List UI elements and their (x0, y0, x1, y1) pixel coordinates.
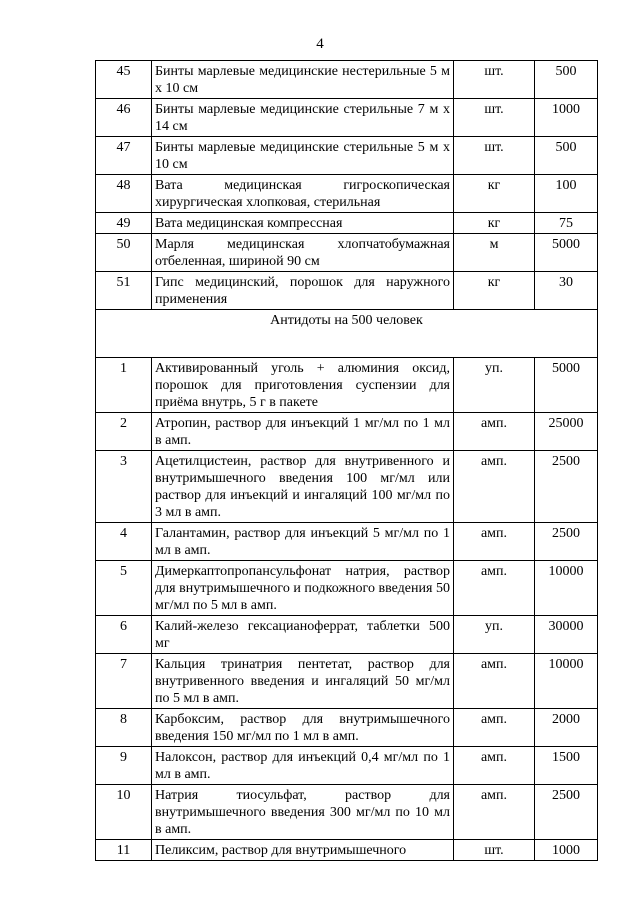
item-quantity: 30 (535, 272, 598, 310)
item-name: Вата медицинская гигроскопическая хирургическая хлопковая, стерильная (152, 175, 454, 213)
item-unit: амп. (454, 413, 535, 451)
item-name: Карбоксим, раствор для внутримышечного введения 150 мг/мл по 1 мл в амп. (152, 709, 454, 747)
item-unit: кг (454, 175, 535, 213)
table-row (96, 413, 598, 451)
item-name: Атропин, раствор для инъекций 1 мг/мл по 1 мл в амп. (152, 413, 454, 451)
item-name: Ацетилцистеин, раствор для внутривенного и внутримышечного введения 100 мг/мл или раствор для инъекций и ингаляций 100 мг/мл по 3 мл в амп. (152, 451, 454, 523)
item-name: Кальция тринатрия пентетат, раствор для внутривенного введения и ингаляций 50 мг/мл по 5 мл в амп. (152, 654, 454, 709)
item-quantity: 75 (535, 213, 598, 234)
item-name: Бинты марлевые медицинские нестерильные 5 м х 10 см (152, 61, 454, 99)
row-number: 51 (96, 272, 152, 310)
supplies-table (95, 60, 598, 861)
section-title: Антидоты на 500 человек (96, 310, 598, 358)
row-number: 45 (96, 61, 152, 99)
item-unit: амп. (454, 451, 535, 523)
row-number: 46 (96, 99, 152, 137)
item-quantity: 2500 (535, 785, 598, 840)
row-number: 3 (96, 451, 152, 523)
item-unit: шт. (454, 840, 535, 861)
row-number: 50 (96, 234, 152, 272)
row-number: 1 (96, 358, 152, 413)
table-row (96, 137, 598, 175)
item-unit: амп. (454, 523, 535, 561)
row-number: 7 (96, 654, 152, 709)
row-number: 11 (96, 840, 152, 861)
item-unit: шт. (454, 137, 535, 175)
item-name: Налоксон, раствор для инъекций 0,4 мг/мл по 1 мл в амп. (152, 747, 454, 785)
table-row (96, 213, 598, 234)
item-unit: шт. (454, 99, 535, 137)
table-row (96, 234, 598, 272)
table-row (96, 616, 598, 654)
row-number: 4 (96, 523, 152, 561)
item-quantity: 2000 (535, 709, 598, 747)
table-row (96, 358, 598, 413)
row-number: 2 (96, 413, 152, 451)
table-row (96, 99, 598, 137)
item-name: Активированный уголь + алюминия оксид, порошок для приготовления суспензии для приёма внутрь, 5 г в пакете (152, 358, 454, 413)
item-unit: кг (454, 272, 535, 310)
item-quantity: 5000 (535, 358, 598, 413)
row-number: 5 (96, 561, 152, 616)
item-unit: шт. (454, 61, 535, 99)
item-quantity: 100 (535, 175, 598, 213)
item-name: Гипс медицинский, порошок для наружного применения (152, 272, 454, 310)
table-row (96, 840, 598, 861)
item-name: Пеликсим, раствор для внутримышечного (152, 840, 454, 861)
row-number: 49 (96, 213, 152, 234)
row-number: 10 (96, 785, 152, 840)
item-name: Бинты марлевые медицинские стерильные 7 м х 14 см (152, 99, 454, 137)
item-unit: кг (454, 213, 535, 234)
item-name: Марля медицинская хлопчатобумажная отбеленная, шириной 90 см (152, 234, 454, 272)
item-name: Калий-железо гексацианоферрат, таблетки 500 мг (152, 616, 454, 654)
table-row (96, 785, 598, 840)
row-number: 47 (96, 137, 152, 175)
item-name: Галантамин, раствор для инъекций 5 мг/мл по 1 мл в амп. (152, 523, 454, 561)
item-unit: амп. (454, 785, 535, 840)
item-quantity: 500 (535, 137, 598, 175)
table-row (96, 747, 598, 785)
table-row (96, 61, 598, 99)
table-body-top (96, 61, 598, 310)
table-row (96, 451, 598, 523)
row-number: 9 (96, 747, 152, 785)
item-name: Бинты марлевые медицинские стерильные 5 м х 10 см (152, 137, 454, 175)
page-number: 4 (316, 36, 324, 52)
item-quantity: 2500 (535, 451, 598, 523)
item-unit: амп. (454, 561, 535, 616)
item-name: Вата медицинская компрессная (152, 213, 454, 234)
row-number: 8 (96, 709, 152, 747)
item-unit: амп. (454, 747, 535, 785)
table-body-section (96, 310, 598, 358)
item-name: Натрия тиосульфат, раствор для внутримышечного введения 300 мг/мл по 10 мл в амп. (152, 785, 454, 840)
item-name: Димеркаптопропансульфонат натрия, раствор для внутримышечного и подкожного введения 50 мг/мл по 5 мл в амп. (152, 561, 454, 616)
item-quantity: 10000 (535, 654, 598, 709)
item-quantity: 500 (535, 61, 598, 99)
row-number: 6 (96, 616, 152, 654)
item-quantity: 10000 (535, 561, 598, 616)
table-row (96, 654, 598, 709)
item-quantity: 30000 (535, 616, 598, 654)
table-row (96, 523, 598, 561)
item-unit: уп. (454, 616, 535, 654)
table-body-antidotes (96, 358, 598, 861)
table-row (96, 561, 598, 616)
item-quantity: 1500 (535, 747, 598, 785)
table-row (96, 709, 598, 747)
item-unit: м (454, 234, 535, 272)
item-unit: уп. (454, 358, 535, 413)
item-quantity: 25000 (535, 413, 598, 451)
item-quantity: 5000 (535, 234, 598, 272)
table-row (96, 175, 598, 213)
item-unit: амп. (454, 654, 535, 709)
table-row (96, 272, 598, 310)
item-unit: амп. (454, 709, 535, 747)
item-quantity: 2500 (535, 523, 598, 561)
section-row (96, 310, 598, 358)
item-quantity: 1000 (535, 840, 598, 861)
row-number: 48 (96, 175, 152, 213)
item-quantity: 1000 (535, 99, 598, 137)
